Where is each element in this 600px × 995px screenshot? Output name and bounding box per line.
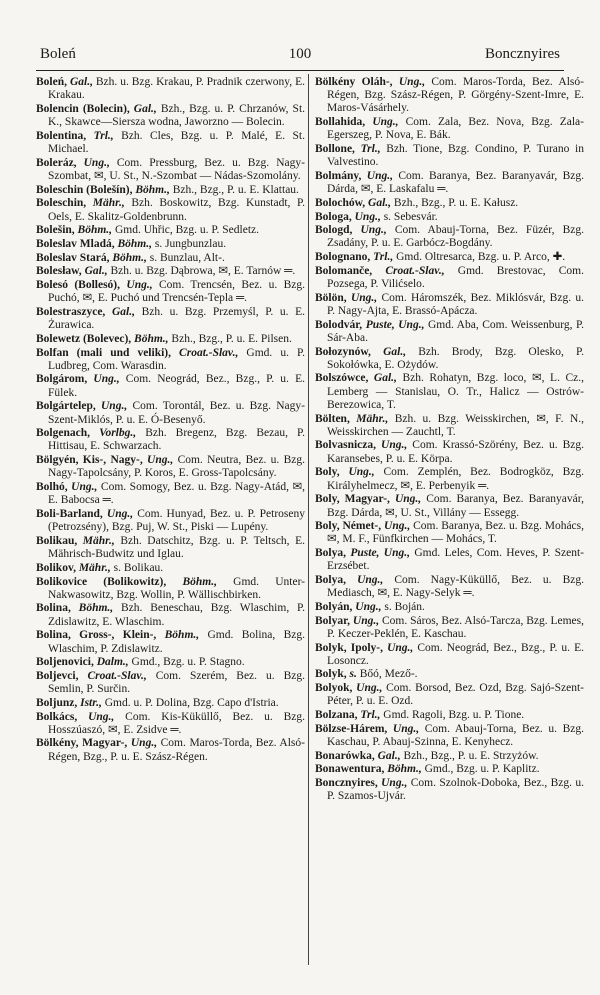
entry-region: Ung.,: [83, 156, 110, 169]
entry-headword: Bolyán,: [315, 600, 353, 613]
entry-region: Böhm.,: [135, 183, 170, 196]
gazetteer-entry: [315, 439, 584, 465]
header-left-keyword: Boleń: [40, 46, 76, 62]
entry-details: Gmd. Unter-Nakwasowitz, Bzg. Wollin, P. Wällischbirken.: [48, 575, 306, 601]
entry-region: Gal.,: [383, 345, 407, 358]
gazetteer-entry: [36, 76, 305, 102]
gazetteer-entry: [36, 535, 305, 561]
entry-region: Gal.,: [111, 305, 135, 318]
gazetteer-entry: [36, 656, 305, 669]
entry-details: Com. Háromszék, Bez. Miklósvár, Bzg. u. P. Nagy-Ajta, E. Brassó-Apácza.: [327, 291, 585, 317]
gazetteer-entry: [315, 763, 584, 776]
entry-details: Gmd. u. P. Ludbreg, Com. Warasdin.: [48, 346, 306, 372]
entry-details: Bzh. Datschitz, Bzg. u. P. Teltsch, E. Mährisch-Budwitz und Iglau.: [48, 534, 306, 561]
entry-headword: Bölkény, Magyar-,: [36, 737, 128, 750]
entry-headword: Bolochów,: [315, 196, 366, 209]
entry-region: Ung.,: [350, 291, 378, 304]
entry-region: Ung.,: [392, 722, 420, 735]
entry-headword: Bolyar,: [315, 614, 351, 627]
entry-headword: Bölgyén, Kis-, Nagy-,: [36, 454, 143, 467]
entry-region: Puste, Ung.,: [350, 547, 410, 560]
entry-region: Ung.,: [147, 454, 174, 467]
entry-region: Gal.,: [84, 265, 108, 278]
entry-details: Com. Baranya, Bez. Baranyavár, Bzg. Dárda, ✉, E. Laskafalu ═.: [327, 169, 585, 196]
entry-details: Gmd. Ragoli, Bzg. u. P. Tione.: [383, 709, 525, 722]
entry-headword: Boljevci,: [36, 669, 79, 682]
entry-details: Com. Krassó-Szörény, Bez. u. Bzg. Karansebes, P. u. E. Körpa.: [327, 439, 584, 465]
entry-details: Gmd. Uhřic, Bzg. u. P. Sedletz.: [114, 224, 259, 237]
entry-details: Bzh., Bzg. u. P. Chrzanów, St. K., Skawce—Siersza wodna, Jaworzno — Bolecin.: [48, 102, 306, 129]
entry-region: Ung.,: [372, 116, 399, 129]
entry-headword: Bolya,: [315, 574, 346, 587]
entry-region: Ung.,: [348, 466, 375, 479]
entry-details: s. Bunzlau, Alt-.: [149, 251, 225, 264]
gazetteer-entry: [36, 347, 305, 373]
entry-headword: Bonawentura,: [315, 763, 385, 776]
entry-headword: Bolszówce,: [315, 372, 369, 385]
entry-region: Ung.,: [355, 600, 382, 613]
entry-headword: Boly,: [315, 466, 340, 479]
gazetteer-entry: [315, 319, 584, 345]
gazetteer-entry: [315, 547, 584, 573]
gazetteer-entry: [36, 333, 305, 346]
entry-region: Trl.,: [360, 709, 381, 722]
entry-headword: Bolesław,: [36, 265, 82, 278]
entry-region: Böhm.,: [387, 763, 422, 776]
entry-region: Ung.,: [93, 373, 120, 386]
gazetteer-entry: [315, 224, 584, 250]
entry-region: Gal.,: [373, 372, 397, 385]
entry-headword: Boleráz,: [36, 156, 77, 169]
entry-region: Böhm.,: [112, 251, 147, 264]
gazetteer-entry: [36, 197, 305, 223]
entry-region: Puste, Ung.,: [365, 318, 425, 331]
entry-region: Vorlbg.,: [99, 427, 137, 440]
entry-headword: Bolomanče,: [315, 264, 373, 277]
entry-details: Com. Zala, Bez. Nova, Bzg. Zala-Egerszeg, P. Nova, E. Bák.: [327, 116, 584, 142]
gazetteer-entry: [315, 211, 584, 224]
gazetteer-entry: [36, 711, 305, 737]
entry-details: Com. Maros-Torda, Bez. Alsó-Régen, Bzg. Szász-Régen, P. Görgény-Szent-Imre, E. Maros-Vásárhely.: [327, 76, 584, 115]
entry-region: Mähr.,: [78, 561, 111, 574]
entry-headword: Bolešin,: [36, 224, 75, 237]
gazetteer-entry: [315, 615, 584, 641]
entry-headword: Bolyok,: [315, 682, 353, 695]
gazetteer-entry: [315, 723, 584, 749]
entry-region: Böhm.,: [134, 332, 169, 345]
entry-details: Com. Szolnok-Doboka, Bez., Bzg. u. P. Szamos-Ujvár.: [327, 777, 585, 803]
gazetteer-entry: [315, 413, 584, 439]
gazetteer-entry: [315, 346, 584, 372]
entry-details: Bzh., Bzg., P. u. E. Kałusz.: [393, 196, 519, 209]
entry-region: Ung.,: [394, 493, 422, 506]
gazetteer-entry: [36, 602, 305, 628]
entry-headword: Bolgárom,: [36, 373, 88, 386]
gazetteer-entry: [36, 130, 305, 156]
entry-region: Ung.,: [71, 481, 98, 494]
entry-region: Ung.,: [398, 76, 426, 88]
gazetteer-entry: [36, 157, 305, 183]
entry-details: Com. Maros-Torda, Bez. Alsó-Régen, Bzg., P. u. E. Szász-Régen.: [48, 737, 305, 763]
entry-details: Com. Pressburg, Bez. u. Bzg. Nagy-Szombat, ✉, U. St., N.-Szombat — Nádas-Szomolány.: [48, 156, 305, 182]
entry-details: Bzh. Beneschau, Bzg. Wlaschim, P. Zdislawitz, E. Wlaschim.: [48, 602, 305, 628]
gazetteer-entry: [315, 750, 584, 763]
entry-region: Mähr.,: [356, 412, 389, 425]
entry-details: Bzh. Bregenz, Bzg. Bezau, P. Hittisau, E. Schwarzach.: [48, 427, 306, 453]
entry-headword: Bölön,: [315, 291, 347, 304]
gazetteer-entry: [36, 508, 305, 534]
gazetteer-entry: [315, 777, 584, 803]
entry-region: Böhm.,: [164, 629, 200, 642]
entry-headword: Bolina,: [36, 602, 71, 615]
entry-details: Bzh., Bzg., P. u. E. Strzyżów.: [403, 749, 539, 762]
entry-headword: Bölzse-Hárem,: [315, 722, 388, 735]
entry-headword: Bolvasnicza,: [315, 439, 377, 452]
entry-headword: Bolewetz (Bolevec),: [36, 332, 132, 345]
entry-details: Bzh. u. Bzg. Weisskirchen, ✉, F. N., Weisskirchen — Zauchtl, T.: [327, 412, 585, 438]
entry-details: Com. Torontál, Bez. u. Bzg. Nagy-Szent-Miklós, P. u. E. Ó-Besenyő.: [48, 400, 305, 426]
entry-region: Croat.-Slav.,: [87, 669, 147, 682]
gazetteer-entry: [315, 116, 584, 142]
entry-headword: Bollone,: [315, 143, 355, 156]
column-divider: [308, 74, 309, 965]
entry-details: Gmd. Aba, Com. Weissenburg, P. Sár-Aba.: [327, 318, 585, 344]
entry-headword: Boli-Barland,: [36, 508, 103, 520]
entry-details: Com. Trencsén, Bez. u. Bzg. Puchó, ✉, E. Puchó und Trencsén-Tepla ═.: [48, 279, 305, 305]
entry-details: Gmd. Brestovac, Com. Pozsega, P. Vilićselo.: [327, 264, 584, 291]
header-rule: [36, 70, 564, 71]
entry-region: Ung.,: [354, 210, 381, 223]
entry-details: Bzh. Tione, Bzg. Condino, P. Turano in Valvestino.: [327, 143, 584, 169]
entry-details: Gmd., Bzg. u. P. Stagno.: [131, 656, 245, 669]
entry-details: s. Bolikau.: [113, 561, 164, 574]
gazetteer-entry: [315, 493, 584, 519]
entry-region: Böhm.,: [78, 602, 114, 615]
gazetteer-entry: [315, 76, 584, 116]
entry-region: Ung.,: [381, 777, 408, 790]
entry-details: Bzh. Boskowitz, Bzg. Kunstadt, P. Oels, E. Skalitz-Goldenbrunn.: [48, 197, 306, 223]
entry-headword: Bolina, Gross-, Klein-,: [36, 629, 157, 642]
entry-details: Bzh. u. Bzg. Krakau, P. Pradnik czerwony, E. Krakau.: [48, 76, 306, 102]
gazetteer-entry: [36, 184, 305, 197]
entry-region: Ung.,: [126, 279, 153, 292]
gazetteer-entry: [315, 668, 584, 681]
entry-details: Bzh. Brody, Bzg. Olesko, P. Sokołówka, E. Ożydów.: [327, 345, 584, 371]
entry-details: Com. Zemplén, Bez. Bodrogköz, Bzg. Királyhelmecz, ✉, E. Perbenyik ═.: [327, 466, 584, 492]
entry-region: Mähr.,: [82, 534, 115, 547]
gazetteer-entry: [315, 682, 584, 708]
entry-details: Com. Sáros, Bez. Alsó-Tarcza, Bzg. Lemes, P. Keczer-Peklén, E. Kaschau.: [327, 614, 584, 640]
entry-region: Ung.,: [130, 737, 158, 750]
entry-details: Com. Nagy-Küküllő, Bez. u. Bzg. Mediasch, ✉, E. Nagy-Selyk ═.: [327, 574, 584, 600]
entry-details: Gmd. Oltresarca, Bzg. u. P. Arco, ✚.: [396, 251, 566, 264]
header-right-keyword: Boncznyires: [485, 46, 560, 62]
gazetteer-entry: [315, 709, 584, 722]
entry-headword: Bolentina,: [36, 129, 87, 142]
entry-details: Com. Abauj-Torna, Bez. u. Bzg. Kaschau, P. Abauj-Szinna, E. Kenyhecz.: [327, 722, 584, 748]
gazetteer-entry: [315, 292, 584, 318]
entry-region: Ung.,: [387, 641, 414, 654]
entry-details: Com. Neutra, Bez. u. Bzg. Nagy-Tapolcsány, P. Koros, E. Gross-Tapolcsány.: [48, 454, 306, 480]
entry-headword: Bolya,: [315, 547, 346, 560]
entry-headword: Bolestraszyce,: [36, 305, 106, 318]
entry-headword: Bolgenach,: [36, 427, 90, 440]
entry-details: Gmd. Leles, Com. Heves, P. Szent-Erzsébet.: [327, 547, 584, 573]
gazetteer-entry: [36, 629, 305, 655]
entry-region: Mähr.,: [92, 197, 125, 210]
gazetteer-entry: [36, 737, 305, 763]
entry-headword: Bölten,: [315, 412, 350, 425]
entry-headword: Bolfan (mali und veliki),: [36, 346, 171, 359]
entry-headword: Bolodvár,: [315, 318, 363, 331]
running-header: [40, 46, 560, 66]
entry-headword: Bollahida,: [315, 116, 366, 129]
entry-region: Ung.,: [356, 682, 383, 695]
entry-headword: Bolikau,: [36, 534, 78, 547]
gazetteer-entry: [315, 197, 584, 210]
entry-headword: Bolhó,: [36, 481, 68, 494]
entry-details: Com. Neográd, Bez., Bzg., P. u. E. Losoncz.: [327, 641, 585, 667]
entry-region: Böhm.,: [117, 237, 152, 250]
gazetteer-entry: [36, 103, 305, 129]
entry-details: Gmd. Bolina, Bzg. Wlaschim, P. Zdislawitz.: [48, 629, 305, 655]
entry-details: Com. Borsod, Bez. Ozd, Bzg. Sajó-Szent-Péter, P. u. E. Ozd.: [327, 682, 585, 708]
gazetteer-entry: [315, 251, 584, 264]
gazetteer-entry: [36, 306, 305, 332]
entry-region: Ung.,: [88, 710, 115, 723]
entry-headword: Bolognano,: [315, 251, 371, 264]
entry-headword: Boly, Német-,: [315, 520, 382, 533]
entry-headword: Boleslav Stará,: [36, 251, 110, 264]
entry-region: Croat.-Slav.,: [179, 346, 239, 359]
entry-details: s. Jungbunzlau.: [154, 237, 227, 250]
entry-details: Gmd., Bzg. u. P. Kaplitz.: [424, 763, 540, 776]
entry-details: Com. Kis-Küküllő, Bez. u. Bzg. Hosszúaszó, ✉, E. Zsidve ═.: [48, 710, 306, 736]
gazetteer-entry: [315, 372, 584, 412]
entry-region: Ung.,: [384, 520, 411, 533]
entry-details: Com. Baranya, Bez. u. Bzg. Mohács, ✉, M. F., Fünfkirchen — Mohács, T.: [327, 520, 585, 546]
gazetteer-entry: [36, 670, 305, 696]
gazetteer-entry: [315, 265, 584, 291]
entry-details: s. Sebesvár.: [383, 210, 438, 223]
entry-region: Ung.,: [381, 439, 408, 452]
gazetteer-entry: [315, 520, 584, 546]
gazetteer-entry: [36, 224, 305, 237]
entry-details: Bzh. Rohatyn, Bzg. loco, ✉, L. Cz., Lemberg — Stanislau, O. Tr., Halicz — Ostrów-Berezowica, T.: [327, 372, 585, 411]
gazetteer-entry: [36, 373, 305, 399]
entry-details: Bzh. u. Bzg. Dąbrowa, ✉, E. Tarnów ═.: [110, 265, 296, 278]
entry-region: Dalm.,: [96, 656, 129, 669]
entry-headword: Boncznyires,: [315, 777, 378, 790]
gazetteer-entry: [36, 279, 305, 305]
entry-region: Ung.,: [352, 614, 380, 627]
entry-headword: Bonarówka,: [315, 749, 375, 762]
entry-headword: Boleschin (Bolešín),: [36, 183, 133, 196]
entry-headword: Boljenovici,: [36, 656, 94, 669]
entry-details: Com. Abauj-Torna, Bez. Füzér, Bzg. Zsadány, P. u. E. Garbócz-Bogdány.: [327, 224, 585, 250]
entry-headword: Bolmány,: [315, 169, 362, 182]
entry-details: Bzh. u. Bzg. Przemyśl, P. u. E. Żurawica.: [48, 305, 306, 332]
entry-region: Ung.,: [106, 508, 134, 520]
entry-details: Com. Somogy, Bez. u. Bzg. Nagy-Atád, ✉, E. Babocsa ═.: [48, 481, 306, 507]
entry-region: Trl.,: [93, 129, 114, 142]
gazetteer-entry: [36, 427, 305, 453]
entry-headword: Bolzana,: [315, 709, 358, 722]
entry-region: Böhm.,: [77, 224, 113, 237]
entry-region: Gal.,: [368, 196, 392, 209]
entry-region: Trl.,: [360, 143, 381, 156]
entry-region: Istr.,: [80, 696, 102, 709]
entry-headword: Bolikov,: [36, 561, 76, 574]
entry-headword: Bologd,: [315, 224, 353, 237]
gazetteer-entry: [315, 170, 584, 196]
entry-headword: Bolyk,: [315, 668, 347, 681]
entry-region: Trl.,: [373, 251, 394, 264]
entry-region: Ung.,: [357, 574, 384, 587]
entry-region: Böhm.,: [182, 575, 217, 588]
gazetteer-entry: [36, 454, 305, 480]
entry-region: Gal.,: [377, 749, 401, 762]
entry-headword: Boleschin,: [36, 197, 87, 210]
entry-region: Ung.,: [366, 169, 393, 182]
gazetteer-entry: [315, 466, 584, 492]
entry-headword: Bolencin (Bolecin),: [36, 102, 130, 115]
entry-region: Ung.,: [360, 224, 387, 237]
gazetteer-entry: [36, 252, 305, 265]
entry-headword: Bolkács,: [36, 710, 78, 723]
entry-details: Com. Neográd, Bez., Bzg., P. u. E. Fülek.: [48, 373, 306, 399]
entry-details: Bzh., Bzg., P. u. E. Pilsen.: [171, 332, 292, 345]
entry-headword: Bolikovice (Bolikowitz),: [36, 575, 167, 588]
entry-details: s. Boján.: [384, 600, 425, 613]
entry-details: Bzh. Cles, Bzg. u. P. Malé, E. St. Michael.: [48, 129, 305, 156]
gazetteer-entry: [36, 481, 305, 507]
entry-region: Croat.-Slav.,: [385, 264, 445, 277]
entry-headword: Bölkény Oláh-,: [315, 76, 393, 88]
entry-headword: Boleslav Mladá,: [36, 237, 115, 250]
gazetteer-entry: [36, 697, 305, 710]
gazetteer-entry: [315, 574, 584, 600]
entry-headword: Bołozynów,: [315, 345, 371, 358]
entry-headword: Boleń,: [36, 76, 67, 88]
entry-headword: Boljunz,: [36, 696, 78, 709]
gazetteer-entry: [36, 238, 305, 251]
gazetteer-entry: [315, 601, 584, 614]
page-number: 100: [288, 46, 312, 62]
entry-details: Com. Szerém, Bez. u. Bzg. Semlin, P. Surčin.: [48, 669, 305, 696]
entry-details: Com. Hunyad, Bez. u. P. Petroseny (Petrozsény), Bzg. Puj, W. St., Piski — Lupény.: [48, 508, 305, 534]
entry-region: Gal.,: [133, 102, 157, 115]
entry-details: Com. Baranya, Bez. Baranyavár, Bzg. Dárda, ✉, U. St., Villány — Essegg.: [327, 493, 585, 519]
gazetteer-entry: [315, 642, 584, 668]
entry-details: Bőó, Mező-.: [359, 668, 418, 681]
gazetteer-entry: [36, 562, 305, 575]
entry-headword: Bolgártelep,: [36, 400, 96, 413]
entry-region: Ung.,: [101, 400, 128, 413]
gazetteer-entry: [36, 265, 305, 278]
gazetteer-entry: [36, 400, 305, 426]
entry-headword: Boly, Magyar-,: [315, 493, 390, 506]
entry-headword: Bologa,: [315, 210, 352, 223]
entry-headword: Bolesó (Bollesó),: [36, 279, 121, 292]
gazetteer-entry: [315, 143, 584, 169]
left-column: [36, 76, 305, 764]
gazetteer-entry: [36, 576, 305, 602]
entry-region: s.: [349, 668, 357, 681]
right-column: [315, 76, 584, 804]
entry-details: Gmd. u. P. Dolina, Bzg. Capo d'Istria.: [104, 696, 279, 709]
entry-details: Bzh., Bzg., P. u. E. Klattau.: [172, 183, 299, 196]
entry-region: Gal.,: [69, 76, 93, 88]
entry-headword: Bolyk, Ipoly-,: [315, 641, 383, 654]
